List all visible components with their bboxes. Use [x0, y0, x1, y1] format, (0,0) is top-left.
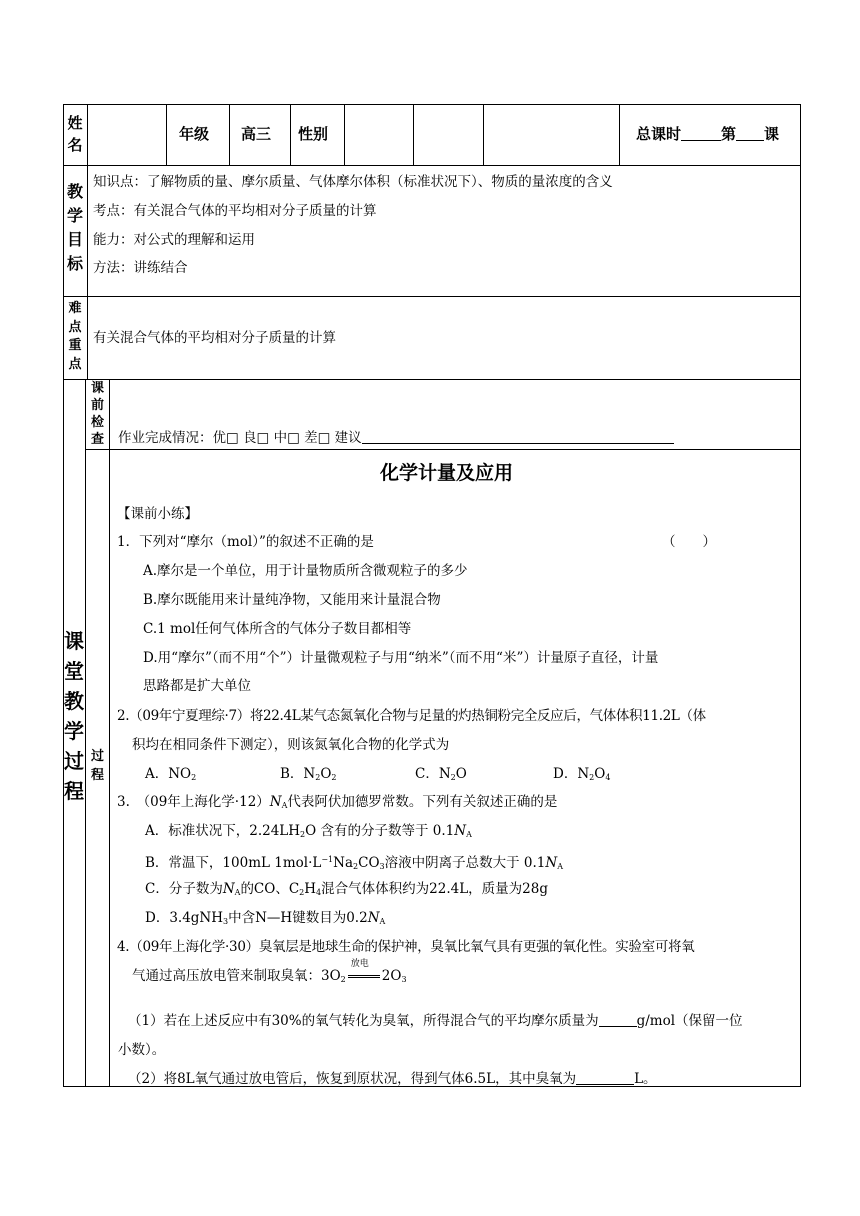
- q2-option-d: D．$N_2O_4$: [553, 766, 611, 782]
- header-divider: [483, 104, 484, 165]
- keypoints-text: 有关混合气体的平均相对分子质量的计算: [93, 330, 336, 346]
- table-border-right: [800, 104, 801, 1086]
- label-column-divider: [87, 104, 88, 379]
- q1-option-b: B.摩尔既能用来计量纯净物，又能用来计量混合物: [143, 592, 441, 608]
- lesson-count: [636, 125, 779, 143]
- q2-stem: 2.（09年宁夏理综·7）将22.4L某气态氮氧化合物与足量的灼热铜粉完全反应后，气体体积11.2L（体: [117, 708, 706, 724]
- table-border-top: [63, 104, 801, 105]
- header-divider: [290, 104, 291, 165]
- q1-option-d: D.用“摩尔”（而不用“个”）计量微观粒子与用“纳米”（而不用“米”）计量原子直径，计量: [143, 650, 659, 666]
- row-divider: [85, 449, 801, 450]
- label-column-divider: [85, 379, 86, 1086]
- q4-stem: 4.（09年上海化学·30）臭氧层是地球生命的保护神，臭氧比氧气具有更强的氧化性。实验室可将氧: [117, 939, 695, 955]
- lesson-prefix: 第: [721, 125, 737, 143]
- header-divider: [229, 104, 230, 165]
- process-label: 过程: [90, 749, 104, 783]
- objective-line: 知识点：了解物质的量、摩尔质量、气体摩尔体积（标准状况下）、物质的量浓度的含义: [93, 174, 613, 190]
- q1-stem: 1．下列对“摩尔（mol）”的叙述不正确的是: [117, 534, 374, 550]
- precheck-label: 课前检查: [90, 381, 104, 447]
- q1-answer-paren[interactable]: （ ）: [662, 534, 716, 550]
- q4-stem-cont: 气通过高压放电管来制取臭氧：$3O_2$ 放电 $2O_3$: [132, 959, 407, 984]
- q2-option-b: B．$N_2O_2$: [280, 766, 337, 782]
- reaction-arrow: 放电: [346, 968, 382, 982]
- lesson-suffix: 课: [764, 125, 780, 143]
- q4-part2: （2）将8L氧气通过放电管后，恢复到原状况，得到气体6.5L，其中臭氧为 L。: [128, 1071, 657, 1087]
- header-divider: [344, 104, 345, 165]
- q1-option-c: C.1 mol任何气体所含的气体分子数目都相等: [143, 621, 412, 637]
- total-lessons-label: 总课时: [636, 125, 682, 143]
- q2-stem-cont: 积均在相同条件下测定），则该氮氧化合物的化学式为: [132, 737, 450, 753]
- gender-label: 性别: [298, 125, 329, 143]
- ozone-volume-blank[interactable]: [576, 1070, 634, 1085]
- q1-option-a: A.摩尔是一个单位，用于计量物质所含微观粒子的多少: [143, 563, 468, 579]
- q3-option-c: C．分子数为$N_A$的CO、$C_2H_4$混合气体体积约为22.4L，质量为28g: [145, 881, 548, 897]
- header-divider: [166, 104, 167, 165]
- q3-stem: 3. （09年上海化学$\cdot 12)N_A$代表阿伏加德罗常数。下列有关叙述正确的是: [117, 794, 558, 810]
- q4-part1-cont: 小数）。: [118, 1042, 166, 1058]
- total-lessons-blank[interactable]: [681, 126, 721, 141]
- name-label: 姓名: [67, 114, 83, 154]
- objectives-label: 教学目标: [66, 182, 83, 273]
- lesson-number-blank[interactable]: [736, 126, 764, 141]
- q3-option-b: B．常温下，100mL $1mol\cdot L^{-1}Na_2CO_3$溶液中阴离子总数大于 $0.1N_A$: [145, 855, 563, 871]
- section-heading: 【课前小练】: [117, 506, 198, 522]
- row-divider: [63, 296, 801, 297]
- header-divider: [413, 104, 414, 165]
- row-divider: [63, 379, 801, 380]
- q4-part1: （1）若在上述反应中有30%的氧气转化为臭氧，所得混合气的平均摩尔质量为 g/mol（保留一位: [128, 1013, 743, 1029]
- keypoints-label: 难点重点: [68, 301, 82, 372]
- objective-line: 能力：对公式的理解和运用: [93, 232, 255, 248]
- classroom-label: 课堂教学过程: [64, 629, 84, 803]
- objective-line: 考点：有关混合气体的平均相对分子质量的计算: [93, 203, 377, 219]
- q2-option-a: A．$NO_2$: [145, 766, 197, 782]
- grade-label: 年级: [179, 125, 210, 143]
- content-title: 化学计量及应用: [380, 462, 514, 484]
- row-divider: [63, 165, 801, 166]
- q3-option-a: A．标准状况下，$2.24LH_2O$ 含有的分子数等于 $0.1N_A$: [145, 823, 472, 839]
- q1-option-d-cont: 思路都是扩大单位: [143, 678, 251, 694]
- grade-value: 高三: [241, 125, 272, 143]
- objective-line: 方法：讲练结合: [93, 260, 188, 276]
- header-divider: [619, 104, 620, 165]
- q3-option-d: D．3.4gNH$_3$中含N—H键数目为$0.2N_A$: [145, 910, 386, 926]
- q2-option-c: C．$N_2O$: [415, 766, 467, 782]
- precheck-text: 作业完成情况：优□ 良□ 中□ 差□ 建议: [118, 429, 674, 447]
- molar-mass-blank[interactable]: [599, 1012, 637, 1027]
- sublabel-column-divider: [109, 379, 110, 1086]
- suggestion-blank[interactable]: [362, 429, 674, 444]
